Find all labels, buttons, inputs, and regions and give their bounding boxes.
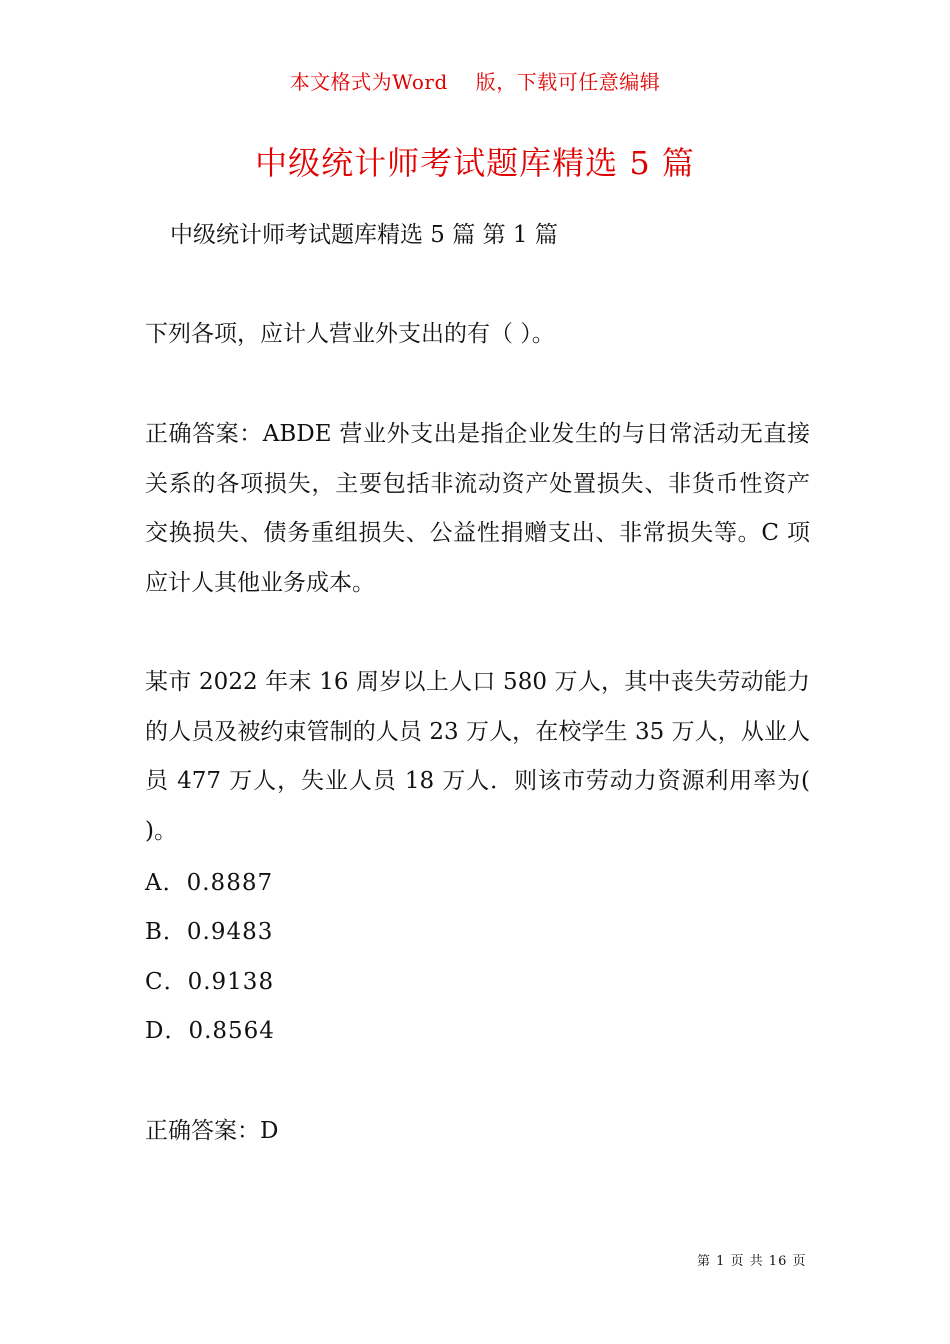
question-2-text: 某市 2022 年末 16 周岁以上人口 580 万人，其中丧失劳动能力的人员及被约束管制的人员 23 万人，在校学生 35 万人，从业人员 477 万人，失业人员 18 万人．则该市劳动力资源利用率为( )。 — [145, 669, 810, 844]
question-2-option-b: B．0.9483 — [145, 919, 274, 945]
format-note — [0, 66, 950, 95]
format-note-part2: 版，下载可任意编辑 — [475, 70, 661, 94]
format-note-part1: 本文格式为Word — [289, 70, 448, 94]
question-2-option-c: C．0.9138 — [145, 969, 275, 995]
question-2-option-d: D．0.8564 — [145, 1018, 275, 1044]
question-1-answer: 正确答案：ABDE 营业外支出是指企业发生的与日常活动无直接关系的各项损失，主要包括非流动资产处置损失、非货币性资产交换损失、债务重组损失、公益性捐赠支出、非常损失等。C 项应计人其他业务成本。 — [145, 421, 810, 596]
section-title: 中级统计师考试题库精选 5 篇 第 1 篇 — [170, 222, 558, 248]
question-2-answer: 正确答案：D — [145, 1118, 279, 1144]
document-title: 中级统计师考试题库精选 5 篇 — [255, 144, 695, 182]
question-1-text: 下列各项，应计人营业外支出的有（ ）。 — [145, 321, 555, 347]
page-number: 第 1 页 共 16 页 — [697, 1254, 807, 1269]
question-2-option-a: A．0.8887 — [145, 870, 274, 896]
